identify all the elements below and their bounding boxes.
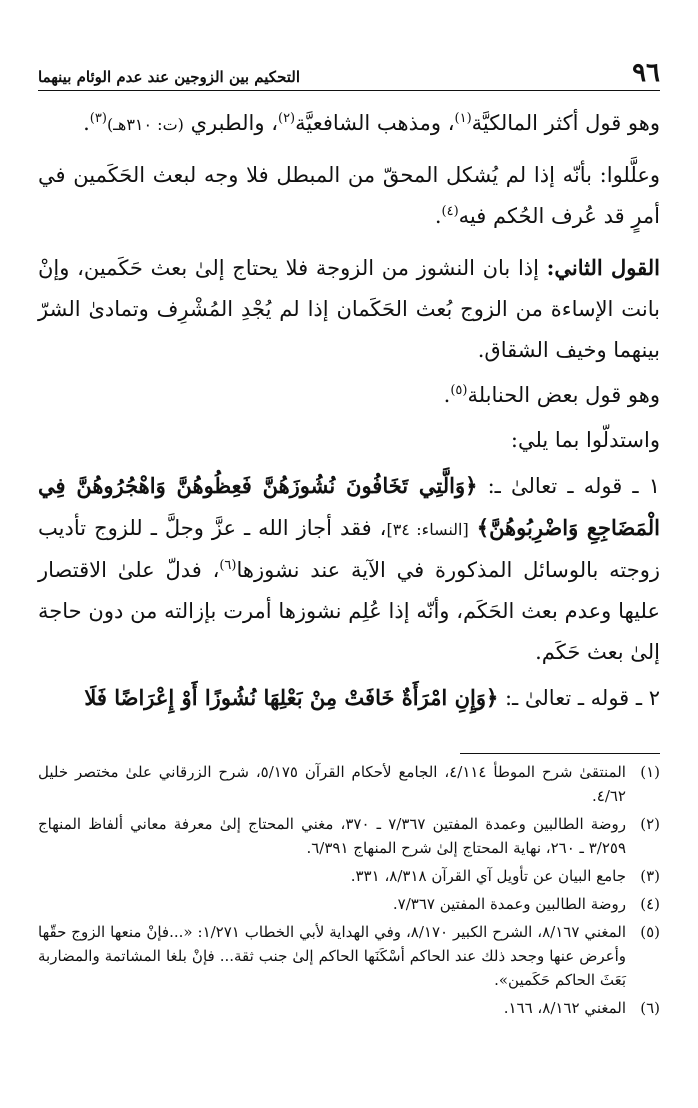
- footnote-text: المغني ٨/١٦٢، ١٦٦.: [503, 999, 626, 1017]
- paragraph-6: ١ ـ قوله ـ تعالىٰ ـ: ﴿وَالَّتِي تَخَافُونَ نُشُوزَهُنَّ فَعِظُوهُنَّ وَاهْجُرُوهُنَّ فِي الْمَضَاجِعِ وَاضْرِبُوهُنَّ﴾ [النساء: ٣٤]، فقد أجاز الله ـ عزَّ وجلَّ ـ للزوج تأديب زوجته بالوسائل المذكورة في الآية عند نشوزها$^{(٦)}$، فدلّ علىٰ الاقتصار عليها وعدم بعث الحَكَم، وأنّه إذا عُلِم نشوزها أمرت بإزالته من دون حاجة إلىٰ بعث حَكَم.: [38, 473, 660, 664]
- footnote-item: [38, 812, 660, 860]
- second-opinion-heading: القول الثاني:: [546, 255, 660, 280]
- footnote-ref-5[interactable]: (٥): [450, 383, 468, 398]
- paragraph-1: وهو قول أكثر المالكيَّة$^{(١)}$، ومذهب الشافعيَّة$^{(٢)}$، والطبري (ت: ٣١٠هـ)$^{(٣)}$.: [83, 111, 660, 135]
- death-date: (ت: ٣١٠هـ): [106, 115, 184, 134]
- footnote-number: (٢): [640, 815, 660, 833]
- paragraph-3: القول الثاني: إذا بان النشوز من الزوجة فلا يحتاج إلىٰ بعث حَكَمين، وإنْ بانت الإساءة من الزوج بُعث الحَكَمان إذا لم يُجْدِ المُشْرِف وتمادىٰ الشرّ بينهما وخيف الشقاق.: [38, 255, 660, 362]
- footnote-divider: [460, 753, 660, 754]
- footnotes: [38, 760, 660, 1020]
- running-title: التحكيم بين الزوجين عند عدم الوئام بينهما: [38, 68, 301, 86]
- footnote-text: روضة الطالبين وعمدة المفتين ٧/٣٦٧.: [392, 895, 626, 913]
- paragraph-4: وهو قول بعض الحنابلة$^{(٥)}$.: [443, 383, 660, 407]
- page-header: [38, 52, 660, 91]
- footnote-item: [38, 920, 660, 992]
- footnote-item: [38, 892, 660, 916]
- footnote-number: (٦): [640, 999, 660, 1017]
- footnote-item: [38, 864, 660, 888]
- footnote-ref-2[interactable]: (٢): [277, 111, 296, 126]
- paragraph-5: واستدلّوا بما يلي:: [510, 428, 660, 452]
- page-number: ٩٦: [632, 58, 660, 88]
- book-page: [38, 52, 660, 1088]
- verse-citation: [النساء: ٣٤]: [386, 520, 469, 539]
- footnote-item: [38, 996, 660, 1020]
- footnote-text: روضة الطالبين وعمدة المفتين ٧/٣٦٧ ـ ٣٧٠، مغني المحتاج إلىٰ معرفة معاني ألفاظ المنهاج ٣/٢٥٩ ـ ٢٦٠، نهاية المحتاج إلىٰ شرح المنهاج ٦/٣٩١.: [38, 815, 627, 857]
- paragraph-2: وعلَّلوا: بأنّه إذا لم يُشكل المحقّ من المبطل فلا وجه لبعث الحَكَمين في أمرٍ قد عُرف الحُكم فيه$^{(٤)}$.: [38, 163, 660, 228]
- quran-verse-1: ﴿وَالَّتِي تَخَافُونَ نُشُوزَهُنَّ فَعِظُوهُنَّ وَاهْجُرُوهُنَّ فِي الْمَضَاجِعِ وَاضْرِبُوهُنَّ﴾: [38, 473, 660, 540]
- footnote-text: جامع البيان عن تأويل آي القرآن ٨/٣١٨، ٣٣١.: [350, 867, 626, 885]
- main-text: [38, 103, 660, 719]
- footnote-text: المنتقىٰ شرح الموطأ ٤/١١٤، الجامع لأحكام القرآن ٥/١٧٥، شرح الزرقاني علىٰ مختصر خليل ٤/٦٢.: [38, 763, 626, 805]
- footnote-text: المغني ٨/١٦٧، الشرح الكبير ٨/١٧٠، وفي الهداية لأبي الخطاب ١/٢٧١: «...فإنْ منعها الزوج حقّها وأعرض عنها وجحد ذلك عند الحاكم أسْكَنَها الحاكم إلىٰ جنب ثقة... فإنْ بلغا المشاتمة والمضاربة بَعَثَ الحاكم حَكَمين».: [38, 923, 626, 989]
- footnote-ref-4[interactable]: (٤): [441, 204, 459, 219]
- footnote-item: [38, 760, 660, 808]
- footnote-ref-1[interactable]: (١): [454, 111, 472, 126]
- footnote-number: (٤): [640, 895, 660, 913]
- footnote-number: (٣): [640, 867, 660, 885]
- quran-verse-2: ﴿وَإِنِ امْرَأَةٌ خَافَتْ مِنْ بَعْلِهَا نُشُوزًا أَوْ إِعْرَاضًا فَلَا: [84, 685, 499, 710]
- paragraph-7: ٢ ـ قوله ـ تعالىٰ ـ: ﴿وَإِنِ امْرَأَةٌ خَافَتْ مِنْ بَعْلِهَا نُشُوزًا أَوْ إِعْرَاضًا فَلَا: [84, 685, 660, 710]
- footnote-number: (٥): [640, 923, 660, 941]
- footnote-number: (١): [640, 763, 660, 781]
- footnote-ref-6[interactable]: (٦): [219, 558, 237, 573]
- footnote-ref-3[interactable]: (٣): [89, 111, 107, 126]
